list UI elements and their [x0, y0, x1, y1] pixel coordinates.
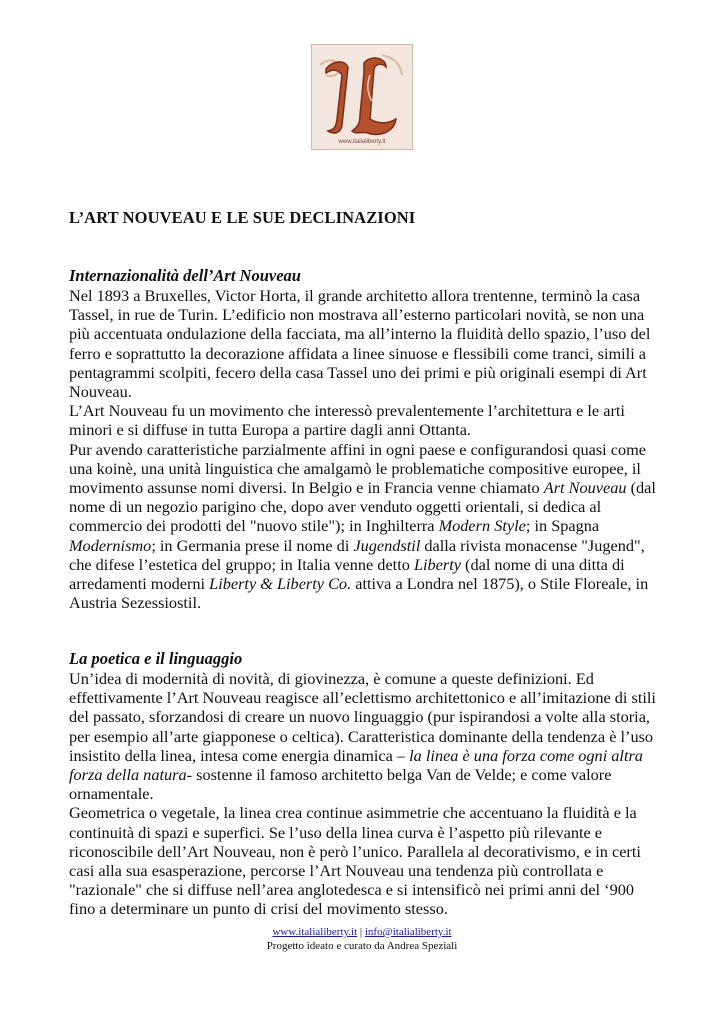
paragraph: Un’idea di modernità di novità, di giovinezza, è comune a queste definizioni. Ed effettivamente l’Art Nouveau reagisce all’eclettismo architettonico e all’imitazione di stili del passato, sforzandosi di creare un nuovo linguaggio (pur ispirandosi a volte alla storia, per esempio all’arte giapponese o celtica). Caratteristica dominante della tendenza è l’uso insistito della linea, intesa come energia dinamica – la linea è una forza come ogni altra forza della natura- sostenne il famoso architetto belga Van de Velde; e come valore ornamentale.	[69, 669, 656, 804]
website-link[interactable]: www.italialiberty.it	[272, 926, 358, 938]
paragraph: L’Art Nouveau fu un movimento che interessò prevalentemente l’architettura e le arti minori e si diffuse in tutta Europa a partire dagli anni Ottanta.	[69, 401, 625, 440]
paragraph: Geometrica o vegetale, la linea crea continue asimmetrie che accentuano la fluidità e la continuità di spazi e superfici. Se l’uso della linea curva è l’aspetto più rilevante e riconoscibile dell’Art Nouveau, non è però l’unico. Parallela al decorativismo, e in certi casi alla sua esasperazione, percorse l’Art Nouveau una tendenza più controllata e "razionale" che si diffuse nell’area anglotedesca e si intensificò nei primi anni del ‘900 fino a determinare un punto di crisi del movimento stesso.	[69, 803, 641, 919]
logo-caption: www.italialiberty.it	[338, 139, 386, 145]
email-link[interactable]: info@italialiberty.it	[364, 926, 452, 938]
footer-separator: |	[357, 926, 365, 938]
section-internazionalita	[69, 266, 661, 612]
document-title: L’ART NOUVEAU E LE SUE DECLINAZIONI	[69, 208, 416, 227]
section-poetica	[69, 649, 661, 919]
logo-monogram	[312, 45, 412, 149]
italialiberty-logo	[311, 44, 413, 150]
section-heading: La poetica e il linguaggio	[69, 649, 243, 668]
footer-credit: Progetto ideato e curato da Andrea Speziali	[266, 940, 458, 952]
paragraph: Pur avendo caratteristiche parzialmente affini in ogni paese e configurandosi quasi come una koinè, una unità linguistica che amalgamò le problematiche compositive europee, il movimento assunse nomi diversi. In Belgio e in Francia venne chiamato Art Nouveau (dal nome di un negozio parigino che, dopo aver venduto oggetti orientali, si dedica al commercio dei prodotti del "nuovo stile"); in Inghilterra Modern Style; in Spagna Modernismo; in Germania prese il nome di Jugendstil dalla rivista monacense "Jugend", che difese l’estetica del gruppo; in Italia venne detto Liberty (dal nome di una ditta di arredamenti moderni Liberty & Liberty Co. attiva a Londra nel 1875), o Stile Floreale, in Austria Sezessiostil.	[69, 439, 656, 613]
section-heading: Internazionalità dell’Art Nouveau	[69, 266, 301, 285]
paragraph: Nel 1893 a Bruxelles, Victor Horta, il grande architetto allora trentenne, terminò la casa Tassel, in rue de Turin. L’edificio non mostrava all’esterno particolari novità, se non una più accentuata ondulazione della facciata, ma all’interno la fluidità dello spazio, l’uso del ferro e soprattutto la decorazione affidata a linee sinuose e flessibili come tranci, simili a pentagrammi scolpiti, fecero della casa Tassel uno dei primi e più originali esempi di Art Nouveau.	[69, 286, 651, 402]
footer-links	[0, 925, 724, 939]
